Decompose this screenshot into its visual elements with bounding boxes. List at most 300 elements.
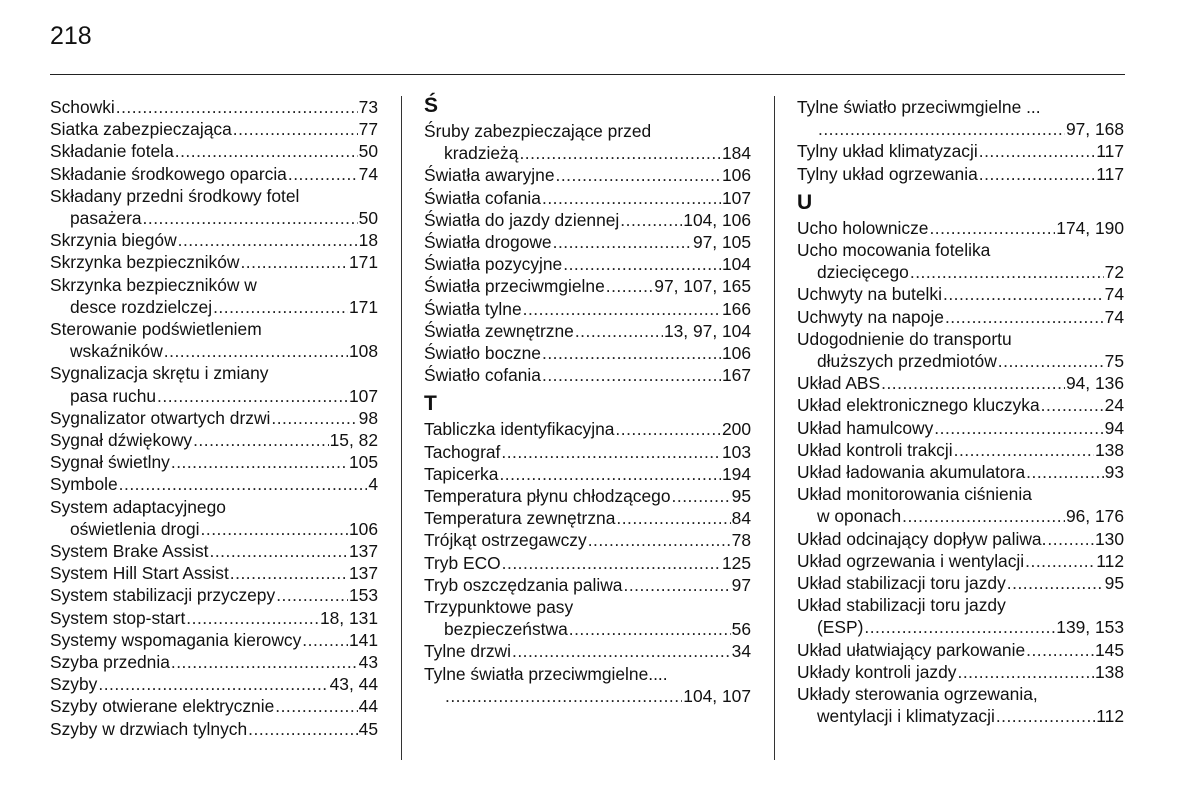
entry-pages: 130 — [1094, 528, 1124, 549]
dot-leader — [210, 540, 348, 562]
entry-pages: 18 — [358, 230, 378, 251]
index-entry-line — [50, 385, 378, 407]
entry-pages: 104 — [721, 254, 751, 275]
index-entry-line — [797, 394, 1124, 416]
entry-label: Tylny układ klimatyzacji — [797, 141, 978, 162]
index-entry-line — [797, 572, 1124, 594]
index-entry — [797, 163, 1124, 185]
index-entry — [797, 217, 1124, 239]
index-entry-line — [424, 253, 751, 275]
entry-pages: 77 — [358, 119, 378, 140]
index-entry-line — [797, 372, 1124, 394]
header-rule — [50, 74, 1125, 75]
entry-heading-line: Układy sterowania ogrzewania, — [797, 684, 1038, 705]
index-entry-line — [50, 407, 378, 429]
dot-leader — [620, 209, 682, 231]
index-entry — [50, 496, 378, 540]
index-entry — [797, 96, 1124, 140]
letter-heading: T — [424, 392, 437, 416]
entry-pages: 73 — [358, 97, 378, 117]
index-entry-line — [50, 607, 378, 629]
dot-leader — [230, 562, 348, 584]
index-entry-line — [797, 505, 1124, 527]
dot-leader — [512, 640, 731, 662]
entry-pages: 74 — [358, 163, 378, 184]
entry-pages: 106 — [721, 165, 751, 186]
dot-leader — [233, 118, 358, 140]
dot-leader — [1026, 461, 1104, 483]
index-entry-line — [797, 616, 1124, 638]
dot-leader — [575, 320, 663, 342]
entry-label: Ucho holownicze — [797, 217, 929, 238]
entry-pages: 15, 82 — [329, 430, 378, 451]
index-entry — [797, 372, 1124, 394]
index-entry — [50, 629, 378, 651]
entry-pages: 125 — [721, 552, 751, 573]
entry-pages: 108 — [348, 341, 378, 362]
index-entry-line — [797, 417, 1124, 439]
index-entry — [797, 417, 1124, 439]
entry-pages: 4 — [368, 474, 378, 495]
entry-label: Szyby w drzwiach tylnych — [50, 718, 248, 739]
entry-label: System Hill Start Assist — [50, 563, 229, 584]
index-entry — [50, 607, 378, 629]
index-entry — [50, 451, 378, 473]
index-entry-line — [797, 140, 1124, 162]
dot-leader — [523, 298, 721, 320]
dot-leader — [1041, 394, 1104, 416]
index-entry-line — [424, 364, 751, 386]
dot-leader — [171, 451, 348, 473]
dot-leader — [623, 574, 730, 596]
index-entry — [50, 473, 378, 495]
index-entry-line — [424, 342, 751, 364]
index-entry — [797, 594, 1124, 638]
dot-leader — [501, 441, 721, 463]
dot-leader — [1026, 639, 1094, 661]
entry-label: Światła zewnętrzne — [424, 320, 574, 341]
index-entry — [50, 718, 378, 740]
entry-heading-line: Składany przedni środkowy fotel — [50, 185, 300, 206]
dot-leader — [934, 417, 1103, 439]
entry-pages: 74 — [1104, 306, 1124, 327]
dot-leader — [171, 651, 358, 673]
entry-pages: 50 — [358, 208, 378, 229]
index-entry — [797, 661, 1124, 683]
entry-pages: 45 — [358, 718, 378, 739]
entry-pages: 105 — [348, 452, 378, 473]
index-entry — [50, 274, 378, 318]
entry-label: Szyby otwierane elektrycznie — [50, 696, 275, 717]
index-entry-line — [50, 251, 378, 273]
index-entry-line — [424, 529, 751, 551]
index-entry — [50, 540, 378, 562]
entry-label: wskaźników — [70, 341, 163, 362]
index-entry — [797, 483, 1124, 527]
index-entry — [50, 651, 378, 673]
entry-pages: 166 — [721, 298, 751, 319]
entry-label: Sygnalizator otwartych drzwi — [50, 407, 271, 428]
entry-label: Temperatura płynu chłodzącego — [424, 486, 671, 507]
entry-label: Światło boczne — [424, 343, 541, 364]
entry-pages: 107 — [721, 187, 751, 208]
column-divider — [401, 96, 402, 760]
entry-pages: 97, 107, 165 — [654, 276, 751, 297]
index-entry — [424, 231, 751, 253]
index-entry-line — [797, 118, 1124, 140]
entry-label: Sygnał świetlny — [50, 452, 170, 473]
entry-pages: 56 — [731, 619, 751, 640]
entry-label: pasażera — [70, 208, 142, 229]
entry-label: Szyba przednia — [50, 652, 170, 673]
index-entry-line — [50, 140, 378, 162]
index-entry — [797, 439, 1124, 461]
index-entry — [424, 441, 751, 463]
index-entry — [424, 574, 751, 596]
entry-pages: 138 — [1094, 439, 1124, 460]
index-entry-line — [424, 618, 751, 640]
index-entry — [424, 485, 751, 507]
index-entry-line — [424, 231, 751, 253]
entry-label: Składanie fotela — [50, 141, 174, 162]
dot-leader — [563, 253, 721, 275]
letter-heading: Ś — [424, 94, 439, 117]
dot-leader — [1025, 550, 1095, 572]
dot-leader — [288, 163, 358, 185]
entry-pages: 106 — [721, 343, 751, 364]
entry-label: desce rozdzielczej — [70, 296, 213, 317]
entry-label: Skrzynia biegów — [50, 230, 177, 251]
entry-heading-line: Sterowanie podświetleniem — [50, 319, 262, 340]
index-entry — [797, 140, 1124, 162]
entry-pages: 34 — [731, 641, 751, 662]
dot-leader — [979, 163, 1095, 185]
index-entry — [424, 320, 751, 342]
entry-pages: 43 — [358, 652, 378, 673]
index-column-1 — [50, 96, 378, 740]
entry-heading-line: Skrzynka bezpieczników w — [50, 274, 257, 295]
index-entry-line — [424, 187, 751, 209]
dot-leader — [672, 485, 731, 507]
dot-leader — [178, 229, 358, 251]
index-entry — [797, 239, 1124, 283]
entry-pages: 13, 97, 104 — [663, 320, 751, 341]
index-entry — [424, 364, 751, 386]
dot-leader — [957, 661, 1094, 683]
dot-leader — [556, 164, 721, 186]
index-entry-line — [797, 217, 1124, 239]
entry-label: Tylne drzwi — [424, 641, 511, 662]
entry-label: Symbole — [50, 474, 118, 495]
index-entry-line — [50, 207, 378, 229]
index-entry — [424, 418, 751, 440]
entry-label: Układy kontroli jazdy — [797, 661, 957, 682]
index-entry-line — [424, 485, 751, 507]
entry-pages: 97, 168 — [1065, 119, 1124, 140]
entry-heading-line: Układ stabilizacji toru jazdy — [797, 595, 1006, 616]
index-entry-line — [50, 340, 378, 362]
entry-pages: 194 — [721, 463, 751, 484]
index-entry-line — [424, 552, 751, 574]
entry-pages: 72 — [1104, 262, 1124, 283]
index-entry-line — [424, 463, 751, 485]
index-entry-line — [424, 320, 751, 342]
dot-leader — [248, 718, 358, 740]
entry-heading-line: Tylne światło przeciwmgielne ... — [797, 97, 1041, 117]
index-entry-line — [424, 142, 751, 164]
index-entry — [424, 164, 751, 186]
dot-leader — [943, 283, 1104, 305]
index-entry — [424, 342, 751, 364]
entry-pages: 18, 131 — [319, 607, 378, 628]
entry-label: Światła cofania — [424, 187, 541, 208]
index-entry — [424, 529, 751, 551]
entry-pages: 171 — [348, 296, 378, 317]
index-entry-line — [50, 118, 378, 140]
entry-heading-line: Układ monitorowania ciśnienia — [797, 484, 1032, 505]
index-entry-line — [797, 163, 1124, 185]
index-entry-line — [50, 673, 378, 695]
entry-pages: 117 — [1096, 141, 1124, 162]
entry-pages: 84 — [731, 508, 751, 529]
dot-leader — [116, 96, 358, 118]
entry-label: pasa ruchu — [70, 385, 157, 406]
dot-leader — [98, 673, 328, 695]
index-entry-line — [424, 164, 751, 186]
dot-leader — [910, 261, 1104, 283]
entry-pages: 171 — [348, 252, 378, 273]
entry-pages: 78 — [731, 530, 751, 551]
index-entry — [797, 394, 1124, 416]
dot-leader — [213, 296, 348, 318]
entry-pages: 24 — [1104, 395, 1124, 416]
dot-leader — [553, 231, 692, 253]
index-entry — [424, 253, 751, 275]
index-entry — [797, 328, 1124, 372]
entry-pages: 103 — [721, 441, 751, 462]
index-entry-line — [424, 640, 751, 662]
index-entry — [797, 306, 1124, 328]
dot-leader — [445, 685, 682, 707]
entry-heading-line: Śruby zabezpieczające przed — [424, 121, 652, 141]
entry-label: Skrzynka bezpieczników — [50, 252, 240, 273]
dot-leader — [1007, 572, 1104, 594]
entry-label: kradzieżą — [444, 143, 519, 164]
entry-label: Układ odcinający dopływ paliwa. — [797, 528, 1047, 549]
entry-label: Układ kontroli trakcji — [797, 439, 953, 460]
entry-pages: 137 — [348, 563, 378, 584]
index-entry-line — [50, 451, 378, 473]
dot-leader — [996, 705, 1095, 727]
index-entry — [50, 407, 378, 429]
entry-pages: 167 — [721, 365, 751, 386]
index-entry — [424, 120, 751, 164]
entry-pages: 104, 107 — [683, 685, 751, 706]
index-entry-line — [50, 163, 378, 185]
index-entry-line — [797, 306, 1124, 328]
index-entry-line — [50, 651, 378, 673]
entry-pages: 95 — [1104, 573, 1124, 594]
index-entry — [50, 163, 378, 185]
index-entry — [797, 550, 1124, 572]
column-divider — [774, 96, 775, 760]
entry-label: w oponach — [817, 506, 902, 527]
entry-pages: 138 — [1094, 661, 1124, 682]
entry-label: Światła pozycyjne — [424, 254, 563, 275]
dot-leader — [615, 418, 721, 440]
entry-pages: 137 — [348, 541, 378, 562]
index-entry-line — [424, 209, 751, 231]
dot-leader — [164, 340, 348, 362]
entry-label: Tachograf — [424, 441, 501, 462]
entry-heading-line: Sygnalizacja skrętu i zmiany — [50, 363, 269, 384]
dot-leader — [276, 584, 348, 606]
dot-leader — [979, 140, 1096, 162]
entry-label: Światła tylne — [424, 298, 522, 319]
index-entry-line — [50, 584, 378, 606]
dot-leader — [542, 364, 721, 386]
index-entry — [50, 673, 378, 695]
index-column-2 — [424, 94, 751, 707]
index-entry — [50, 140, 378, 162]
index-entry-line — [424, 441, 751, 463]
entry-label: Schowki — [50, 97, 115, 117]
entry-label: oświetlenia drogi — [70, 518, 200, 539]
entry-label: Światła przeciwmgielne — [424, 276, 605, 297]
entry-label: wentylacji i klimatyzacji — [817, 706, 995, 727]
entry-label: Tryb oszczędzania paliwa — [424, 574, 623, 595]
entry-pages: 184 — [721, 143, 751, 164]
dot-leader — [502, 552, 721, 574]
index-entry — [424, 507, 751, 529]
entry-pages: 94, 136 — [1065, 373, 1124, 394]
index-entry-line — [797, 461, 1124, 483]
entry-heading-line: System adaptacyjnego — [50, 496, 226, 517]
entry-label: (ESP) — [817, 617, 864, 638]
dot-leader — [881, 372, 1065, 394]
entry-pages: 93 — [1104, 462, 1124, 483]
entry-label: Światła do jazdy dziennej — [424, 209, 620, 230]
index-entry — [797, 572, 1124, 594]
dot-leader — [929, 217, 1055, 239]
entry-heading-line: Tylne światła przeciwmgielne.... — [424, 663, 668, 684]
entry-label: Szyby — [50, 674, 98, 695]
entry-label: Światła awaryjne — [424, 165, 555, 186]
entry-pages: 97 — [731, 574, 751, 595]
index-entry — [424, 640, 751, 662]
entry-label: Układ stabilizacji toru jazdy — [797, 573, 1006, 594]
index-entry-line — [424, 418, 751, 440]
index-entry-line — [424, 298, 751, 320]
dot-leader — [542, 187, 721, 209]
index-entry — [50, 584, 378, 606]
entry-pages: 95 — [731, 486, 751, 507]
entry-label: Światła drogowe — [424, 232, 552, 253]
entry-label: Układ ABS — [797, 373, 881, 394]
index-entry-line — [797, 661, 1124, 683]
index-entry-line — [797, 261, 1124, 283]
entry-label: System stabilizacji przyczepy — [50, 585, 276, 606]
dot-leader — [1047, 528, 1094, 550]
entry-pages: 96, 176 — [1065, 506, 1124, 527]
entry-pages: 44 — [358, 696, 378, 717]
entry-label: Siatka zabezpieczająca — [50, 119, 232, 140]
dot-leader — [954, 439, 1094, 461]
entry-label: dziecięcego — [817, 262, 909, 283]
entry-pages: 200 — [721, 419, 751, 440]
index-entry — [424, 187, 751, 209]
dot-leader — [569, 618, 731, 640]
index-entry-line — [50, 296, 378, 318]
index-entry — [424, 275, 751, 297]
index-entry — [424, 663, 751, 707]
dot-leader — [588, 529, 731, 551]
dot-leader — [998, 350, 1104, 372]
entry-heading-line: Udogodnienie do transportu — [797, 328, 1012, 349]
entry-label: Tryb ECO — [424, 552, 501, 573]
entry-label: Układ ułatwiający parkowanie — [797, 639, 1026, 660]
page-number: 218 — [50, 22, 92, 50]
entry-pages: 174, 190 — [1056, 217, 1124, 238]
entry-label: Temperatura zewnętrzna — [424, 508, 616, 529]
dot-leader — [864, 616, 1055, 638]
entry-label: Tylny układ ogrzewania — [797, 163, 978, 184]
entry-pages: 98 — [358, 407, 378, 428]
entry-pages: 104, 106 — [683, 209, 751, 230]
index-entry-line — [424, 574, 751, 596]
dot-leader — [271, 407, 357, 429]
entry-label: Trójkąt ostrzegawczy — [424, 530, 587, 551]
entry-label: Uchwyty na butelki — [797, 284, 942, 305]
index-entry-line — [50, 695, 378, 717]
dot-leader — [157, 385, 348, 407]
entry-label: System stop-start — [50, 607, 186, 628]
entry-label: Składanie środkowego oparcia — [50, 163, 287, 184]
index-entry-line — [797, 550, 1124, 572]
index-entry-line — [50, 473, 378, 495]
index-entry — [797, 683, 1124, 727]
index-entry — [50, 96, 378, 118]
index-entry — [424, 596, 751, 640]
index-entry-line — [50, 518, 378, 540]
dot-leader — [119, 473, 368, 495]
index-entry — [50, 185, 378, 229]
index-entry — [424, 552, 751, 574]
dot-leader — [143, 207, 358, 229]
index-entry-line — [50, 718, 378, 740]
index-entry — [50, 429, 378, 451]
index-entry — [50, 118, 378, 140]
dot-leader — [201, 518, 348, 540]
index-entry — [797, 528, 1124, 550]
dot-leader — [193, 429, 329, 451]
index-entry-line — [797, 639, 1124, 661]
index-entry — [424, 463, 751, 485]
index-entry — [797, 461, 1124, 483]
index-entry — [50, 229, 378, 251]
entry-label: dłuższych przedmiotów — [817, 351, 997, 372]
entry-label: Tabliczka identyfikacyjna — [424, 419, 615, 440]
entry-pages: 74 — [1104, 284, 1124, 305]
index-entry-line — [50, 562, 378, 584]
entry-label: Uchwyty na napoje — [797, 306, 944, 327]
entry-pages: 141 — [348, 629, 378, 650]
dot-leader — [275, 695, 357, 717]
entry-label: Układ ładowania akumulatora — [797, 462, 1026, 483]
index-entry — [797, 639, 1124, 661]
entry-pages: 106 — [348, 518, 378, 539]
index-entry-line — [424, 275, 751, 297]
